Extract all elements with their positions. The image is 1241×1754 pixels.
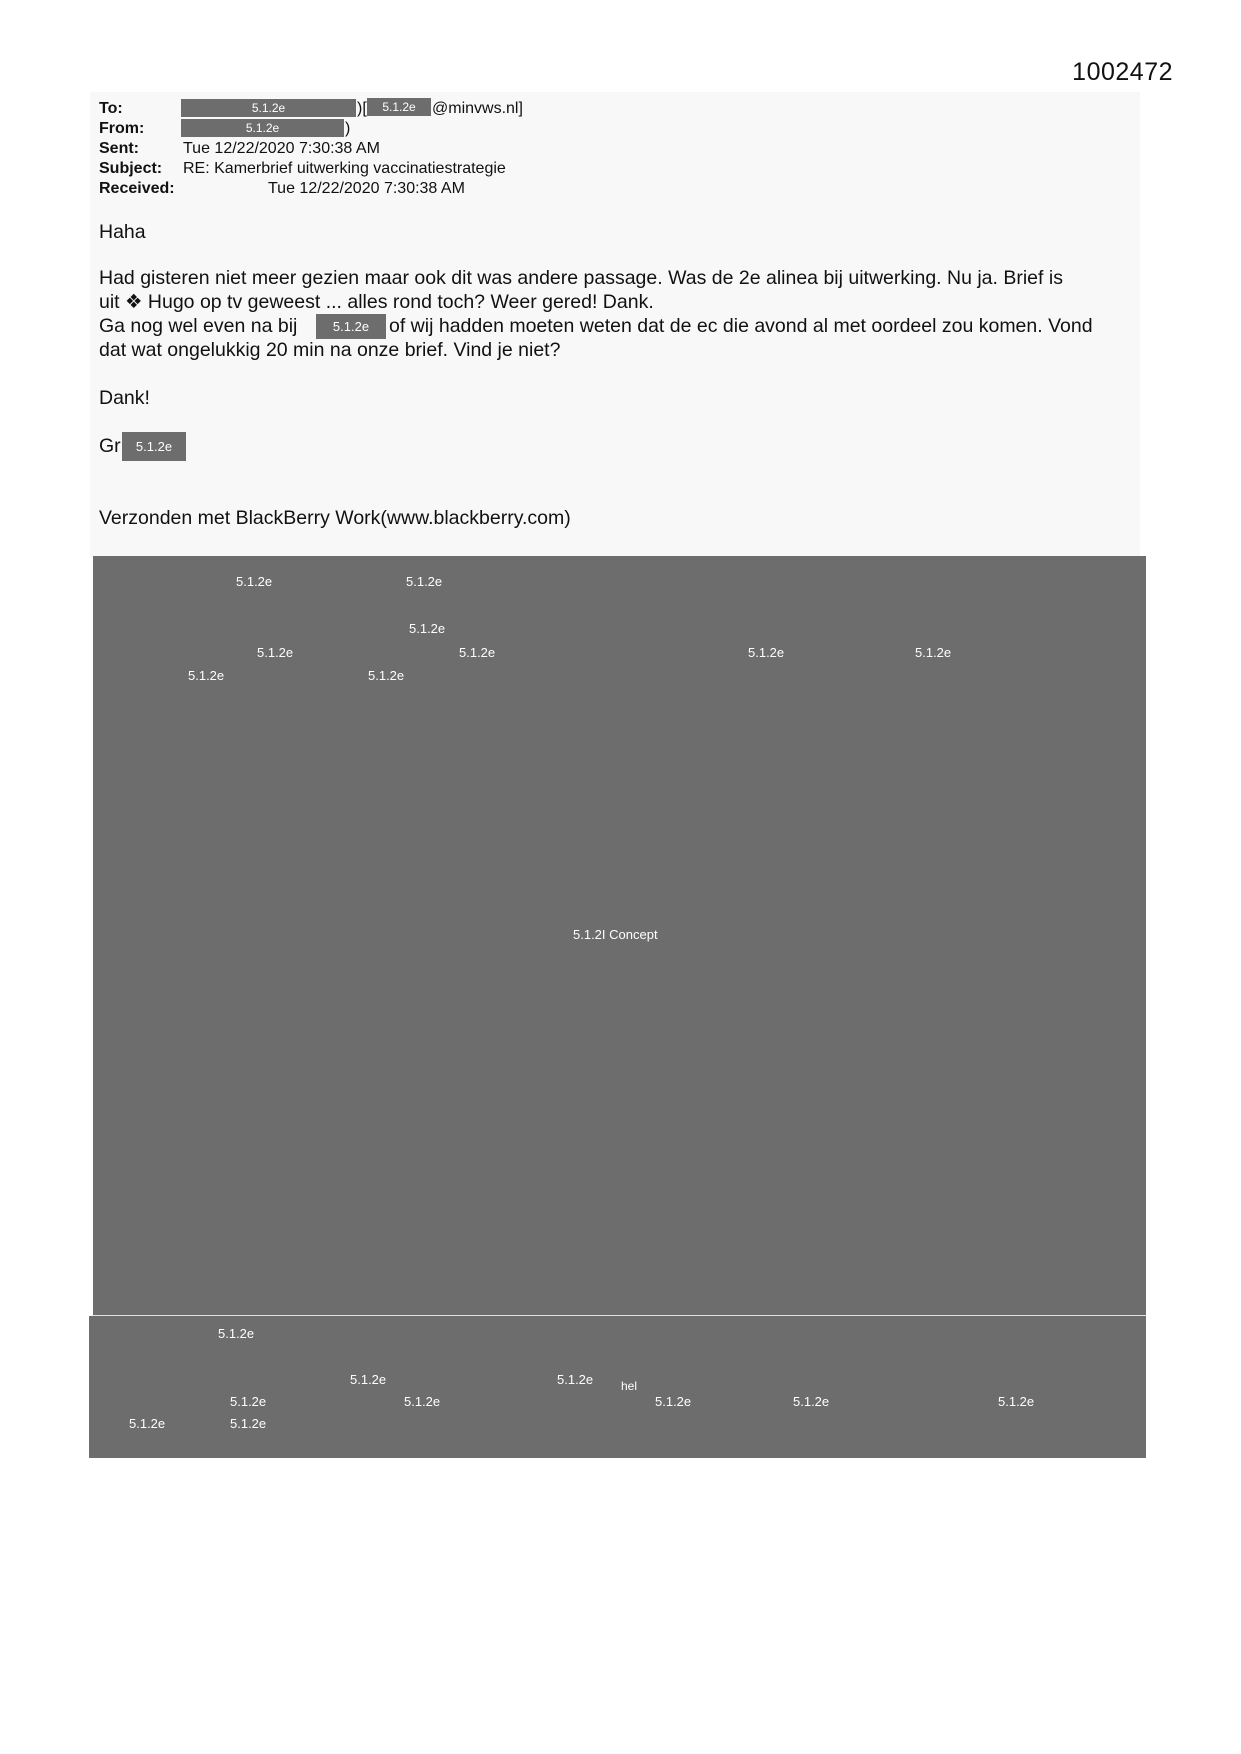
to-label: To: [99,100,123,117]
panel-2-label: 5.1.2e [793,1394,830,1409]
panel-2-label: 5.1.2e [218,1326,255,1341]
paragraph-2-line-1-end: of wij hadden moeten weten dat de ec die avond al met oordeel zou komen. Vond [389,315,1093,337]
panel-1-label: 5.1.2e [409,621,446,636]
panel-1-label: 5.1.2e [915,645,952,660]
panel-1-label: 5.1.2e [368,668,405,683]
sent-value: Tue 12/22/2020 7:30:38 AM [183,140,380,157]
received-label: Received: [99,180,175,197]
from-redaction: 5.1.2e [181,119,344,137]
to-separator: )[ [357,100,367,117]
panel-1-center-label: 5.1.2I Concept [573,927,658,942]
from-close-paren: ) [345,120,351,137]
panel-1-label: 5.1.2e [236,574,273,589]
signoff-prefix: Gr [99,435,121,457]
signoff-redaction: 5.1.2e [122,432,186,461]
received-value: Tue 12/22/2020 7:30:38 AM [268,180,465,197]
subject-label: Subject: [99,160,163,177]
paragraph-1-line-1: Had gisteren niet meer gezien maar ook dit was andere passage. Was de 2e alinea bij uitwerking. Nu ja. Brief is [99,267,1063,289]
paragraph-2-line-1-start: Ga nog wel even na bij [99,315,298,337]
panel-1-label: 5.1.2e [257,645,294,660]
blackberry-footer: Verzonden met BlackBerry Work(www.blackberry.com) [99,507,571,529]
panel-2-label: 5.1.2e [129,1416,166,1431]
subject-value: RE: Kamerbrief uitwerking vaccinatiestrategie [183,160,506,177]
panel-2-label: 5.1.2e [404,1394,441,1409]
panel-2-label: 5.1.2e [230,1416,267,1431]
panel-1-label: 5.1.2e [188,668,225,683]
panel-1-label: 5.1.2e [406,574,443,589]
redaction-panel-lower [89,1316,1146,1458]
panel-2-label: 5.1.2e [557,1372,594,1387]
paragraph-2-line-2: dat wat ongelukkig 20 min na onze brief. Vind je niet? [99,339,561,361]
redaction-panel-large [93,556,1146,1315]
from-label: From: [99,120,145,137]
panel-2-fragment: hel [621,1379,638,1393]
greeting: Haha [99,221,146,243]
panel-1-label: 5.1.2e [748,645,785,660]
panel-2-label: 5.1.2e [655,1394,692,1409]
document-number: 1002472 [1072,58,1173,86]
panel-2-label: 5.1.2e [230,1394,267,1409]
panel-2-label: 5.1.2e [998,1394,1035,1409]
sent-label: Sent: [99,140,139,157]
panel-2-label: 5.1.2e [350,1372,387,1387]
to-redaction-2: 5.1.2e [367,98,431,116]
paragraph-1-line-2: uit ❖ Hugo op tv geweest ... alles rond toch? Weer gered! Dank. [99,291,654,313]
to-domain: @minvws.nl] [432,100,523,117]
thanks-line: Dank! [99,387,150,409]
panel-1-label: 5.1.2e [459,645,496,660]
to-redaction-1: 5.1.2e [181,99,356,117]
paragraph-2-redaction: 5.1.2e [316,314,386,339]
